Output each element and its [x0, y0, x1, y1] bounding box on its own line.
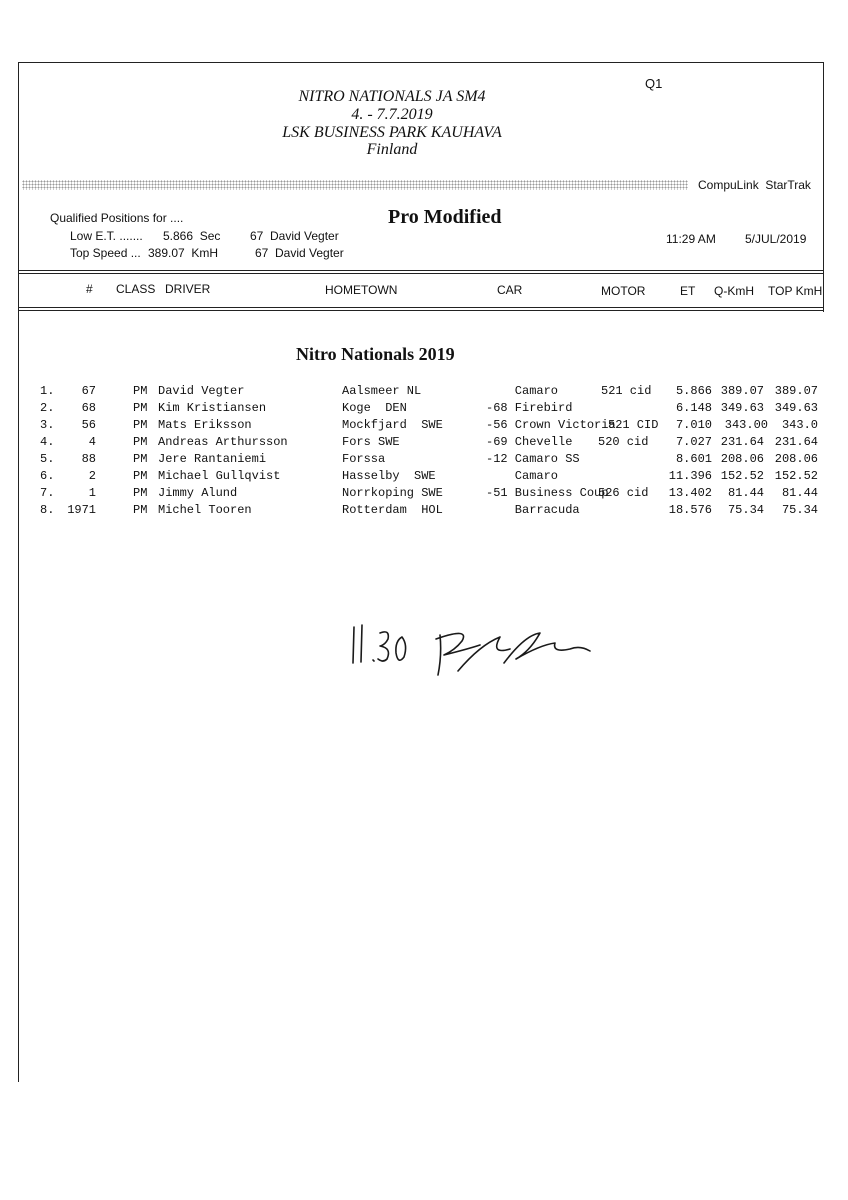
- row-topkmh: 81.44: [781, 486, 818, 500]
- row-topkmh: 343.0: [781, 418, 818, 432]
- row-car: -68 Firebird: [486, 401, 573, 415]
- row-qkmh: 231.64: [720, 435, 764, 449]
- row-et: 13.402: [668, 486, 712, 500]
- row-car: -51 Business Coup: [486, 486, 609, 500]
- row-class: PM: [133, 486, 148, 500]
- report-time: 11:29 AM: [666, 232, 716, 246]
- event-title: NITRO NATIONALS JA SM4: [298, 88, 486, 105]
- handwritten-annotation: [340, 615, 610, 685]
- row-class: PM: [133, 384, 148, 398]
- col-topkmh: TOP KmH: [768, 284, 823, 298]
- col-car: CAR: [497, 283, 523, 297]
- row-topkmh: 389.07: [774, 384, 818, 398]
- row-hometown: Hasselby SWE: [342, 469, 436, 483]
- row-pos: 5.: [40, 452, 55, 466]
- row-pos: 3.: [40, 418, 55, 432]
- row-et: 18.576: [668, 503, 712, 517]
- row-class: PM: [133, 435, 148, 449]
- row-qkmh: 75.34: [727, 503, 764, 517]
- row-pos: 4.: [40, 435, 55, 449]
- row-qkmh: 349.63: [720, 401, 764, 415]
- row-qkmh: 389.07: [720, 384, 764, 398]
- row-motor: 521 CID: [608, 418, 659, 432]
- row-hometown: Rotterdam HOL: [342, 503, 443, 517]
- low-et-label: Low E.T. .......: [70, 229, 143, 243]
- row-et: 11.396: [668, 469, 712, 483]
- col-qkmh: Q-KmH: [714, 284, 754, 298]
- row-car: Camaro: [486, 469, 559, 483]
- row-et: 8.601: [675, 452, 712, 466]
- table-row: [0, 486, 848, 503]
- table-row: [0, 452, 848, 469]
- row-number: 1971: [67, 503, 96, 517]
- row-class: PM: [133, 401, 148, 415]
- row-et: 7.027: [675, 435, 712, 449]
- header-bottom-rule-2: [18, 310, 824, 311]
- low-et-driver: 67 David Vegter: [250, 229, 339, 243]
- row-qkmh: 152.52: [720, 469, 764, 483]
- header-top-rule-2: [18, 273, 824, 274]
- row-number: 88: [81, 452, 96, 466]
- row-motor: 526 cid: [598, 486, 649, 500]
- row-hometown: Fors SWE: [342, 435, 400, 449]
- row-et: 7.010: [675, 418, 712, 432]
- row-hometown: Mockfjard SWE: [342, 418, 443, 432]
- row-driver: Jere Rantaniemi: [158, 452, 267, 466]
- row-motor: 520 cid: [598, 435, 649, 449]
- row-driver: Michael Gullqvist: [158, 469, 281, 483]
- row-et: 6.148: [675, 401, 712, 415]
- low-et-value: 5.866 Sec: [163, 229, 221, 243]
- row-qkmh: 81.44: [727, 486, 764, 500]
- row-driver: Kim Kristiansen: [158, 401, 267, 415]
- row-topkmh: 208.06: [774, 452, 818, 466]
- event-venue: LSK BUSINESS PARK KAUHAVA: [282, 124, 502, 141]
- row-class: PM: [133, 418, 148, 432]
- row-pos: 8.: [40, 503, 55, 517]
- table-row: [0, 401, 848, 418]
- row-driver: Mats Eriksson: [158, 418, 252, 432]
- col-motor: MOTOR: [601, 284, 646, 298]
- row-topkmh: 152.52: [774, 469, 818, 483]
- row-number: 67: [81, 384, 96, 398]
- row-car: Barracuda: [486, 503, 580, 517]
- row-number: 68: [81, 401, 96, 415]
- right-border: [823, 62, 824, 312]
- row-class: PM: [133, 452, 148, 466]
- col-hometown: HOMETOWN: [325, 283, 398, 297]
- col-et: ET: [680, 284, 696, 298]
- row-class: PM: [133, 503, 148, 517]
- col-class: CLASS: [116, 282, 156, 296]
- row-topkmh: 75.34: [781, 503, 818, 517]
- row-driver: David Vegter: [158, 384, 245, 398]
- table-row: [0, 469, 848, 486]
- top-speed-driver: 67 David Vegter: [255, 246, 344, 260]
- row-driver: Andreas Arthursson: [158, 435, 288, 449]
- row-hometown: Aalsmeer NL: [342, 384, 422, 398]
- left-border: [18, 62, 19, 1082]
- col-driver: DRIVER: [165, 282, 211, 296]
- row-number: 1: [88, 486, 96, 500]
- row-number: 2: [88, 469, 96, 483]
- table-row: [0, 384, 848, 401]
- section-title: Nitro Nationals 2019: [296, 344, 455, 364]
- row-pos: 1.: [40, 384, 55, 398]
- header-bottom-rule: [18, 307, 824, 308]
- top-speed-value: 389.07 KmH: [148, 246, 219, 260]
- row-class: PM: [133, 469, 148, 483]
- event-country: Finland: [366, 141, 418, 158]
- col-num: #: [86, 282, 93, 296]
- header-top-rule: [18, 270, 824, 271]
- row-motor: 521 cid: [601, 384, 652, 398]
- row-et: 5.866: [675, 384, 712, 398]
- table-row: [0, 435, 848, 452]
- row-pos: 2.: [40, 401, 55, 415]
- row-pos: 6.: [40, 469, 55, 483]
- event-dates: 4. - 7.7.2019: [351, 106, 433, 123]
- row-car: Camaro: [486, 384, 559, 398]
- row-car: -12 Camaro SS: [486, 452, 580, 466]
- row-hometown: Koge DEN: [342, 401, 407, 415]
- row-topkmh: 349.63: [774, 401, 818, 415]
- row-driver: Michel Tooren: [158, 503, 252, 517]
- table-row: [0, 503, 848, 520]
- row-car: -69 Chevelle: [486, 435, 573, 449]
- row-car: -56 Crown Victoria: [486, 418, 616, 432]
- row-qkmh: 343.00: [724, 418, 768, 432]
- table-row: [0, 418, 848, 435]
- page-code: Q1: [645, 76, 663, 91]
- row-number: 4: [88, 435, 96, 449]
- top-rule: [18, 62, 824, 63]
- dotted-band: [22, 180, 688, 190]
- qualified-label: Qualified Positions for ....: [50, 211, 184, 225]
- top-speed-label: Top Speed ...: [70, 246, 141, 260]
- row-topkmh: 231.64: [774, 435, 818, 449]
- report-date: 5/JUL/2019: [745, 232, 807, 246]
- row-qkmh: 208.06: [720, 452, 764, 466]
- row-number: 56: [81, 418, 96, 432]
- row-hometown: Norrkoping SWE: [342, 486, 443, 500]
- row-hometown: Forssa: [342, 452, 386, 466]
- row-pos: 7.: [40, 486, 55, 500]
- system-name: CompuLink StarTrak: [698, 178, 811, 192]
- class-title: Pro Modified: [388, 206, 502, 228]
- row-driver: Jimmy Alund: [158, 486, 238, 500]
